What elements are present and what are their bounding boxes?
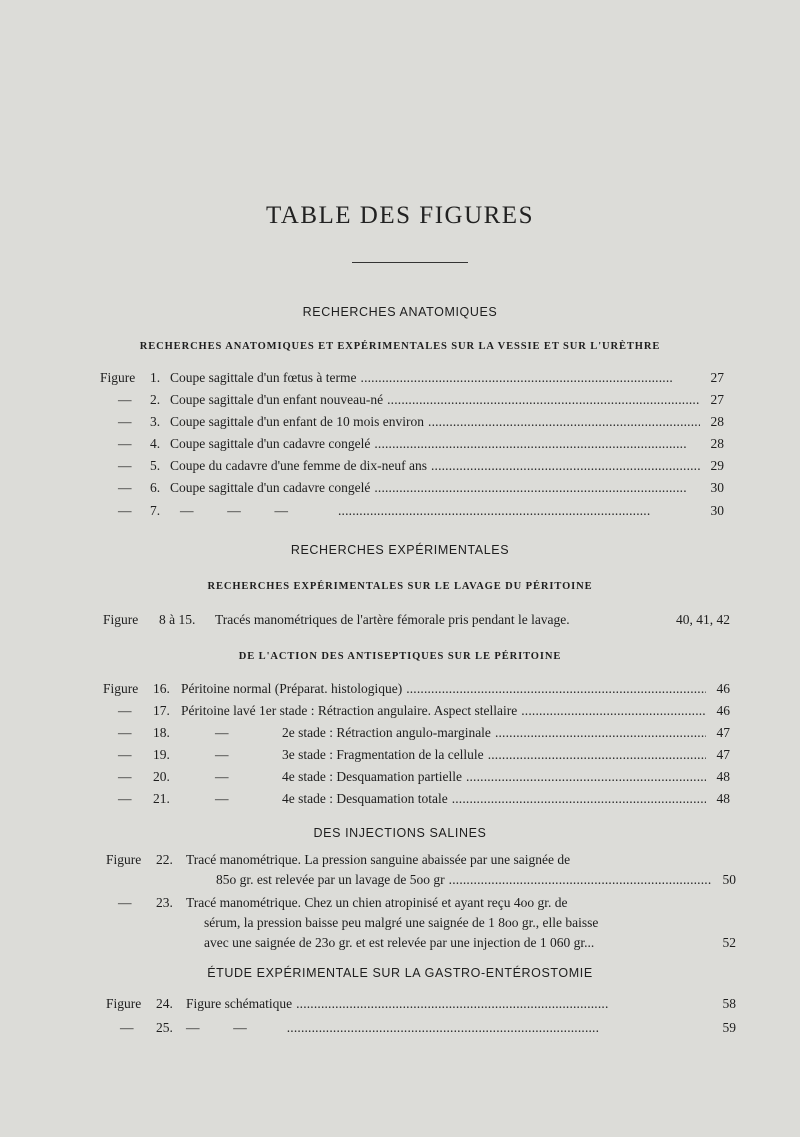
leader-dots [495,725,706,741]
leader-dots [521,703,706,719]
figure-label: Figure [103,612,139,627]
page-number: 52 [722,935,736,950]
figure-label: Figure [106,996,142,1011]
figure-number: 16. [153,681,170,696]
leader-dots [287,1020,712,1036]
page-number: 48 [716,769,730,784]
page-title: TABLE DES FIGURES [266,202,534,229]
figure-entry [118,895,736,955]
figure-entry [118,503,724,519]
figure-entry [118,791,730,807]
leader-dots [449,872,712,888]
figure-number: 3. [150,414,161,429]
figure-caption: Coupe du cadavre d'une femme de dix-neuf ans [170,458,427,473]
figure-label: — [118,791,132,806]
leader-dots [452,791,706,807]
section-heading: RECHERCHES ANATOMIQUES [302,305,498,319]
page-number: 30 [710,503,724,518]
figure-caption: — — — [180,503,288,518]
leader-dots [431,458,700,474]
figure-number: 22. [156,852,173,867]
figure-label: — [120,1020,134,1035]
page-number: 50 [722,872,736,887]
figure-caption: Péritoine lavé 1er stade : Rétraction angulaire. Aspect stellaire [181,703,518,718]
figure-number: 18. [153,725,170,740]
figure-entry [118,436,724,452]
title-divider [352,262,468,263]
figure-caption: 4e stade : Desquamation partielle [282,769,462,784]
page-number: 27 [710,392,724,407]
section-subheading: RECHERCHES ANATOMIQUES ET EXPÉRIMENTALES SUR LA VESSIE ET SUR L'URÈTHRE [139,341,661,352]
section-heading: DES INJECTIONS SALINES [313,826,487,840]
figure-entry [100,370,724,386]
figure-caption-line: Tracé manométrique. Chez un chien atropinisé et ayant reçu 4oo gr. de [186,895,568,910]
figure-caption-line: Tracé manométrique. La pression sanguine abaissée par une saignée de [186,852,571,867]
figure-number: 1. [150,370,161,385]
ditto-mark: — [215,769,229,784]
figure-label: Figure [100,370,136,385]
section-heading: ÉTUDE EXPÉRIMENTALE SUR LA GASTRO-ENTÉROSTOMIE [207,966,593,980]
page-number: 58 [722,996,736,1011]
figure-number: 20. [153,769,170,784]
leader-dots [361,370,700,386]
figure-entry [103,612,730,628]
page-number: 27 [710,370,724,385]
leader-dots [374,480,700,496]
figure-entry [118,725,730,741]
figure-number: 24. [156,996,173,1011]
figure-caption: Coupe sagittale d'un enfant de 10 mois environ [170,414,425,429]
figure-caption: 2e stade : Rétraction angulo-marginale [282,725,491,740]
figure-number: 6. [150,480,161,495]
figure-entry [118,703,730,719]
figure-number: 5. [150,458,161,473]
figure-label: — [118,436,132,451]
figure-entry [118,747,730,763]
figure-label: — [118,747,132,762]
page-number: 29 [710,458,724,473]
page-number: 46 [716,681,730,696]
figure-label: — [118,703,132,718]
figure-caption-line: 85o gr. est relevée par un lavage de 5oo gr [216,872,445,887]
figure-number: 23. [156,895,173,910]
figure-label: Figure [106,852,142,867]
figure-label: Figure [103,681,139,696]
leader-dots [466,769,706,785]
figure-entry [103,681,730,697]
figure-entry [118,458,724,474]
ditto-mark: — [215,725,229,740]
figure-caption: Coupe sagittale d'un cadavre congelé [170,480,371,495]
leader-dots [296,996,712,1012]
ditto-mark: — [215,791,229,806]
figure-label: — [118,480,132,495]
ditto-mark: — [215,747,229,762]
figure-label: — [118,458,132,473]
page-number: 40, 41, 42 [676,612,730,627]
figure-number: 2. [150,392,161,407]
figure-entry [118,480,724,496]
leader-dots [406,681,706,697]
figure-number: 25. [156,1020,173,1035]
figure-number: 7. [150,503,161,518]
figure-caption-line: avec une saignée de 23o gr. et est relevée par une injection de 1 060 gr... [204,935,595,950]
page-number: 46 [716,703,730,718]
page-number: 30 [710,480,724,495]
figure-number: 21. [153,791,170,806]
figure-number: 8 à 15. [159,612,196,627]
leader-dots [338,503,700,519]
figure-caption: 4e stade : Desquamation totale [282,791,448,806]
figure-caption: — — [186,1020,247,1035]
figure-entry [118,392,724,408]
figure-entry [118,769,730,785]
figure-entry [118,414,724,430]
figure-number: 4. [150,436,161,451]
leader-dots [387,392,700,408]
figure-caption: Tracés manométriques de l'artère fémorale pris pendant le lavage. [215,612,570,627]
figure-number: 19. [153,747,170,762]
page-number: 47 [716,747,730,762]
figure-caption: Coupe sagittale d'un cadavre congelé [170,436,371,451]
figure-label: — [118,725,132,740]
figure-caption: 3e stade : Fragmentation de la cellule [282,747,484,762]
figure-label: — [118,503,132,518]
figure-entry [106,996,736,1012]
page-number: 28 [710,414,724,429]
leader-dots [488,747,706,763]
page-number: 48 [716,791,730,806]
figure-caption: Coupe sagittale d'un fœtus à terme [170,370,357,385]
figure-caption: Coupe sagittale d'un enfant nouveau-né [170,392,384,407]
figure-caption: Péritoine normal (Préparat. histologique) [181,681,403,696]
leader-dots [428,414,700,430]
page-number: 47 [716,725,730,740]
section-subheading: RECHERCHES EXPÉRIMENTALES SUR LE LAVAGE DU PÉRITOINE [207,581,593,592]
section-subheading: DE L'ACTION DES ANTISEPTIQUES SUR LE PÉRITOINE [238,651,562,662]
figure-number: 17. [153,703,170,718]
page-number: 59 [722,1020,736,1035]
leader-dots [374,436,700,452]
figure-label: — [118,895,132,910]
page-number: 28 [710,436,724,451]
figure-caption: Figure schématique [186,996,293,1011]
figure-label: — [118,392,132,407]
figure-label: — [118,414,132,429]
figure-entry [120,1020,736,1036]
figure-entry [106,852,736,892]
figure-caption-line: sérum, la pression baisse peu malgré une saignée de 1 8oo gr., elle baisse [204,915,599,930]
section-heading: RECHERCHES EXPÉRIMENTALES [290,543,510,557]
figure-label: — [118,769,132,784]
